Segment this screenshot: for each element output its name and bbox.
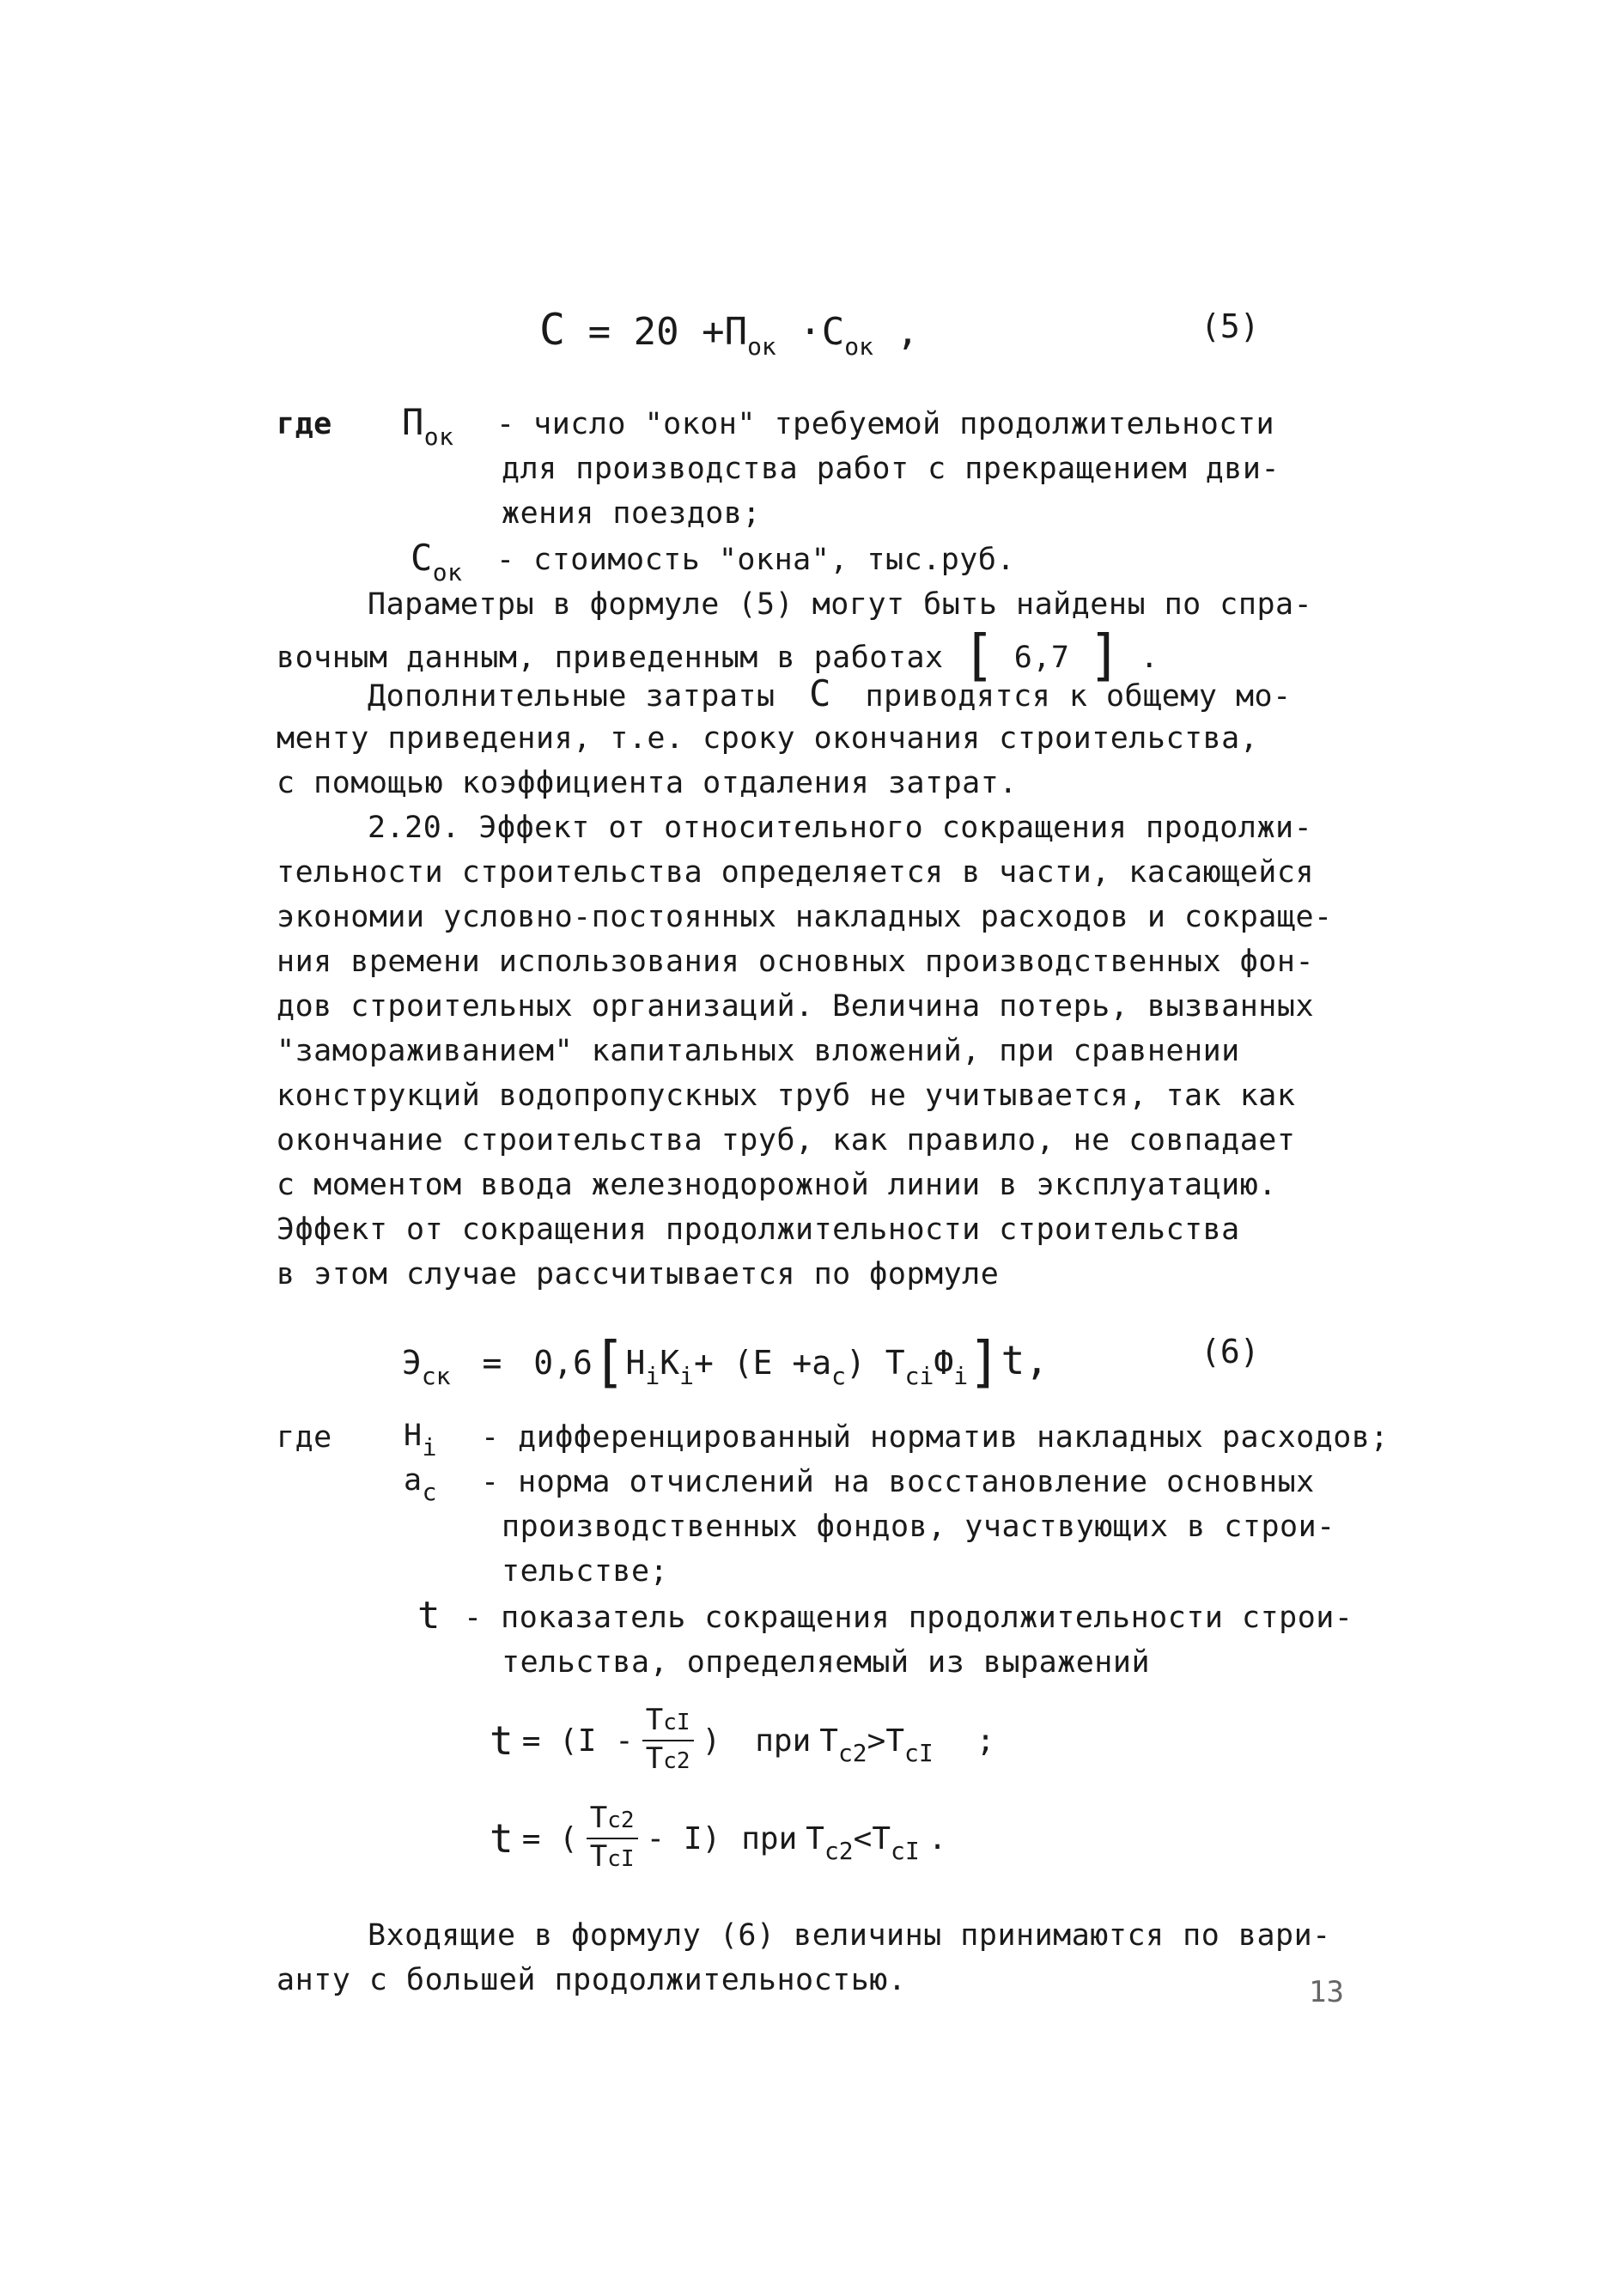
formula-5-lhs: C bbox=[539, 305, 566, 355]
formula-5-eq: = bbox=[587, 310, 611, 354]
def5-c-line1: - стоимость "окна", тыс.руб. bbox=[496, 543, 1016, 577]
formula-6-h: Н bbox=[625, 1344, 646, 1382]
expression-2-fraction: $\frac{Тс2}{\text{ТсI}}$ bbox=[587, 1801, 638, 1876]
para3-line3: экономии условно-постоянных накладных расходов и сокраще- bbox=[277, 900, 1333, 934]
def5-n-line2: для производства работ с прекращением дви- bbox=[502, 452, 1280, 486]
formula-5-n-sub: ок bbox=[747, 332, 776, 361]
formula-6: $Э_{ск} = 0,6[Н_iК_i+ (Е +а_с)$ $Т_{сi}Ф_i]t$, bbox=[402, 1331, 1049, 1395]
def6-t-symbol: t bbox=[417, 1594, 441, 1638]
def5-n-line1: - число "окон" требуемой продолжительности bbox=[496, 407, 1275, 441]
def6-h-line: - дифференцированный норматив накладных расходов; bbox=[481, 1420, 1390, 1455]
page-number: 13 bbox=[1309, 1975, 1344, 2009]
formula-5-n: П bbox=[724, 310, 748, 354]
def6-a-line1: - норма отчислений на восстановление основных bbox=[481, 1465, 1315, 1499]
formula-6-bracket-close: ] bbox=[968, 1331, 1001, 1395]
para3-line11: в этом случае рассчитывается по формуле bbox=[277, 1257, 1000, 1291]
expression-2: t = ( $\frac{Тс2}{\text{ТсI}}$ - I) при $Т_{с2}<Т_{сI}$ . bbox=[490, 1791, 946, 1886]
def5-n-symbol: $П_{ок}$ bbox=[402, 401, 454, 451]
para1-line1: Параметры в формуле (5) могут быть найдены по спра- bbox=[368, 587, 1313, 622]
para3-line2: тельности строительства определяется в части, касающейся bbox=[277, 855, 1315, 890]
formula-5-number: (5) bbox=[1201, 307, 1260, 345]
formula-5-rhs: 20 + bbox=[633, 310, 725, 354]
para1-line2: вочным данным, приведенным в работах [ 6,7 ] . bbox=[277, 624, 1159, 688]
formula-6-number: (6) bbox=[1201, 1333, 1260, 1370]
formula-6-phi: Ф bbox=[934, 1344, 954, 1382]
formula-6-lhs: Э bbox=[402, 1344, 422, 1382]
formula-6-tail: t, bbox=[1001, 1337, 1049, 1383]
def6-a-symbol: $а_с$ bbox=[404, 1463, 437, 1506]
formula-5-c: С bbox=[821, 310, 845, 354]
formula-5 bbox=[539, 305, 920, 361]
para3-line9: с моментом ввода железнодорожной линии в эксплуатацию. bbox=[277, 1168, 1277, 1202]
para2-line3: с помощью коэффициента отдаления затрат. bbox=[277, 766, 1018, 800]
para2-line2: менту приведения, т.е. сроку окончания строительства, bbox=[277, 721, 1259, 756]
formula-6-bracket-open: [ bbox=[592, 1331, 626, 1395]
para3-line4: ния времени использования основных производственных фон- bbox=[277, 945, 1315, 979]
para1-reference: 6,7 bbox=[1013, 641, 1070, 675]
para2-line1: Дополнительные затраты С приводятся к общему мо- bbox=[368, 672, 1292, 714]
formula-6-t: Т bbox=[885, 1344, 905, 1382]
formula-6-coef: 0,6 bbox=[533, 1344, 593, 1382]
para3-line6: "замораживанием" капитальных вложений, при сравнении bbox=[277, 1034, 1240, 1068]
def6-h-symbol: $Н_i$ bbox=[404, 1419, 437, 1462]
expression-1-fraction: $\frac{\text{ТсI}}{Тс2}$ bbox=[642, 1703, 694, 1778]
def5-c-symbol: $С_{ок}$ bbox=[411, 537, 463, 586]
def6-t-line1: - показатель сокращения продолжительности строи- bbox=[464, 1601, 1353, 1635]
def5-n-line3: жения поездов; bbox=[502, 496, 762, 531]
def6-t-line2: тельства, определяемый из выражений bbox=[502, 1645, 1151, 1680]
para3-line7: конструкций водопропускных труб не учитывается, так как bbox=[277, 1079, 1296, 1113]
formula-5-dot: · bbox=[799, 310, 822, 354]
para3-line10: Эффект от сокращения продолжительности строительства bbox=[277, 1212, 1240, 1247]
formula-6-k: К bbox=[660, 1344, 680, 1382]
para3-line8: окончание строительства труб, как правило, не совпадает bbox=[277, 1123, 1296, 1158]
formula-6-paren: (Е +а bbox=[733, 1344, 832, 1382]
formula-6-lhs-sub: ск bbox=[421, 1362, 451, 1390]
formula-5-comma: , bbox=[896, 310, 920, 354]
def5-gde: где bbox=[277, 407, 332, 441]
formula-5-c-sub: ок bbox=[844, 332, 874, 361]
def6-a-line3: тельстве; bbox=[502, 1554, 669, 1589]
expression-1: t = (I - $\frac{\text{ТсI}}{Тс2}$ ) при $Т_{с2}>Т_{сI}$ ; bbox=[490, 1693, 994, 1788]
para3-line1: 2.20. Эффект от относительного сокращения продолжи- bbox=[368, 811, 1313, 845]
para4-line2: анту с большей продолжительностью. bbox=[277, 1963, 907, 1997]
formula-6-eq: = bbox=[482, 1344, 502, 1382]
def6-gde: где bbox=[277, 1420, 332, 1455]
para4-line1: Входящие в формулу (6) величины принимаются по вари- bbox=[368, 1918, 1331, 1953]
para3-line5: дов строительных организаций. Величина потерь, вызванных bbox=[277, 989, 1315, 1024]
def6-a-line2: производственных фондов, участвующих в строи- bbox=[502, 1510, 1335, 1544]
